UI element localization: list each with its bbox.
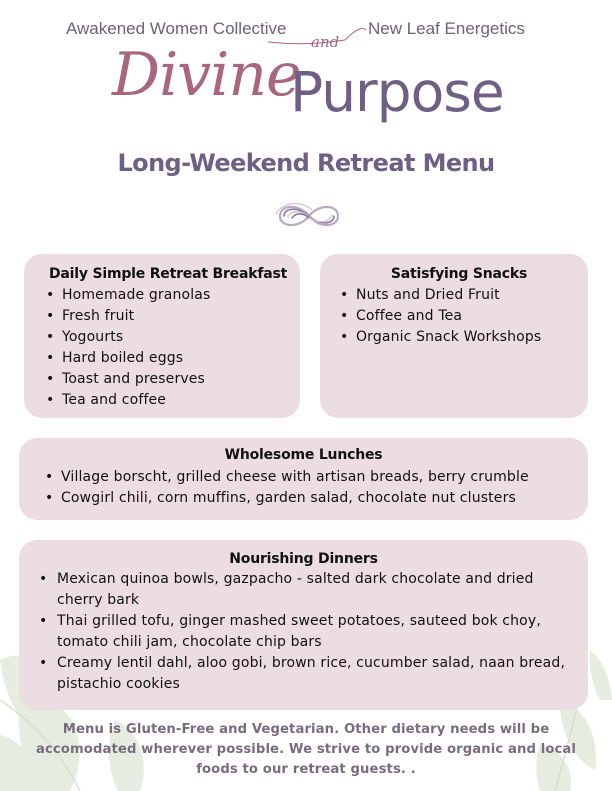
breakfast-card [24, 254, 300, 418]
list-item: • Nuts and Dried Fruit [340, 285, 578, 306]
page-subtitle: Long-Weekend Retreat Menu [117, 149, 495, 177]
list-item: • Coffee and Tea [340, 306, 578, 327]
snacks-heading: Satisfying Snacks [390, 266, 528, 282]
list-item: • Cowgirl chili, corn muffins, garden salad, chocolate nut clusters [45, 488, 578, 509]
dinners-heading: Nourishing Dinners [229, 551, 378, 567]
list-item: • Yogourts [46, 327, 290, 348]
dinners-card [19, 540, 588, 710]
snacks-list [340, 285, 578, 348]
breakfast-heading: Daily Simple Retreat Breakfast [49, 266, 288, 282]
breakfast-list [46, 285, 290, 411]
org-right: New Leaf Energetics [368, 19, 525, 38]
list-item: • Homemade granolas [46, 285, 290, 306]
list-item: • Hard boiled eggs [46, 348, 290, 369]
list-item: • Fresh fruit [46, 306, 290, 327]
list-item: • Village borscht, grilled cheese with artisan breads, berry crumble [45, 467, 578, 488]
list-item: • Tea and coffee [46, 390, 290, 411]
org-left: Awakened Women Collective [66, 19, 287, 38]
dietary-note: Menu is Gluten-Free and Vegetarian. Other dietary needs will be accomodated wherever possible. We strive to provide organic and local foods to our retreat guests. . [35, 722, 577, 777]
list-item: • Mexican quinoa bowls, gazpacho - salted dark chocolate and dried cherry bark [39, 569, 574, 611]
list-item: • Organic Snack Workshops [340, 327, 578, 348]
title-script: Divine [112, 40, 301, 110]
snacks-card [320, 254, 588, 418]
list-item: • Toast and preserves [46, 369, 290, 390]
underline-swash [0, 0, 612, 60]
list-item: • Thai grilled tofu, ginger mashed sweet potatoes, sauteed bok choy, tomato chili jam, chocolate chip bars [39, 611, 574, 653]
lunches-card [19, 438, 588, 520]
lunches-list [45, 467, 578, 509]
lunches-heading: Wholesome Lunches [224, 447, 383, 463]
title-main: Purpose [290, 60, 504, 124]
list-item: • Creamy lentil dahl, aloo gobi, brown rice, cucumber salad, naan bread, pistachio cookies [39, 653, 574, 695]
infinity-swirl-icon [272, 196, 346, 236]
connector-and: and [311, 33, 340, 51]
dinners-list [39, 569, 574, 695]
